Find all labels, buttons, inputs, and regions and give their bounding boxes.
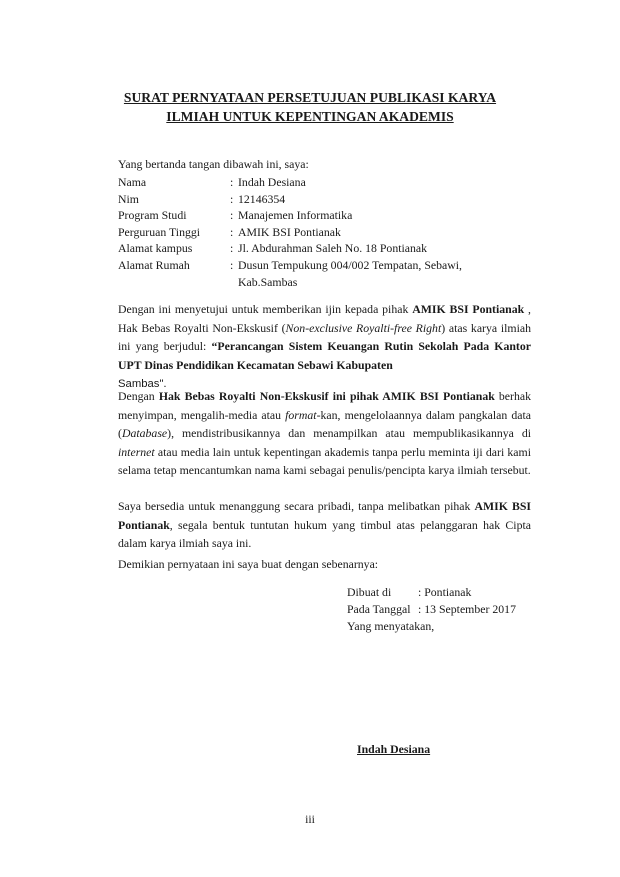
field-value: Manajemen Informatika (238, 208, 353, 223)
institution-name: AMIK BSI Pontianak (412, 302, 525, 316)
text-run: , Hak Bebas Royalti Non-Ekskusif ( (118, 302, 531, 335)
field-value-continued: Kab.Sambas (238, 274, 298, 289)
field-separator: : (230, 257, 234, 272)
signature-place-row (347, 584, 516, 601)
italic-term: Database (121, 426, 168, 441)
paragraph-closing: Demikian pernyataan ini saya buat dengan sebenarnya: (118, 557, 379, 571)
field-label: Alamat Rumah (118, 257, 190, 272)
place-value: : Pontianak (418, 585, 472, 599)
field-row-nama (118, 174, 538, 191)
text-run: . (163, 376, 167, 391)
page-number: iii (305, 812, 315, 826)
field-row-alamat-rumah-continued (118, 274, 538, 291)
signature-date-row (347, 601, 516, 618)
field-row-nim (118, 191, 538, 208)
field-label: Nama (118, 175, 147, 189)
rights-term: Hak Bebas Royalti Non-Ekskusif ini pihak AMIK BSI Pontianak (158, 389, 495, 403)
field-row-perguruan-tinggi (118, 224, 538, 241)
field-separator: : (230, 208, 234, 223)
text-run: berhak menyimpan, mengalih-media atau (118, 389, 532, 422)
intro-text: Yang bertanda tangan dibawah ini, saya: (118, 157, 309, 171)
field-label: Program Studi (118, 208, 187, 223)
closing-text: Yang menyatakan, (347, 619, 435, 633)
signatory-name: Indah Desiana (357, 742, 431, 756)
place-label: Dibuat di (347, 585, 392, 599)
text-run: Dengan (118, 389, 159, 403)
italic-term: internet (118, 444, 155, 459)
date-label: Pada Tanggal (347, 602, 411, 616)
field-label: Alamat kampus (118, 241, 193, 256)
field-row-alamat-kampus (118, 240, 538, 257)
text-run: Saya bersedia untuk menanggung secara pribadi, tanpa melibatkan pihak (118, 499, 475, 513)
signature-block (347, 584, 516, 635)
field-value: Dusun Tempukung 004/002 Tempatan, Sebawi, (238, 257, 462, 272)
field-separator: : (230, 191, 234, 206)
field-separator: : (230, 175, 234, 189)
field-value: AMIK BSI Pontianak (238, 224, 341, 239)
text-run: atau media lain untuk kepentingan akademis tanpa perlu meminta iji dari kami selama tetap mencantumkan nama kami sebagai penulis/pencipta karya ilmiah tersebut. (118, 444, 531, 478)
text-run: , segala bentuk tuntutan hukum yang timbul atas pelanggaran hak Cipta dalam karya ilmiah saya ini. (118, 517, 531, 551)
paragraph-liability (118, 497, 531, 553)
field-label: Perguruan Tinggi (118, 224, 201, 239)
text-run: -kan, mengelolaannya dalam pangkalan data ( (118, 407, 531, 441)
date-value: : 13 September 2017 (418, 602, 516, 616)
text-run: Dengan ini menyetujui untuk memberikan ijin kepada pihak (118, 302, 413, 316)
italic-term: format (285, 407, 317, 422)
title-line-1: SURAT PERNYATAAN PERSETUJUAN PUBLIKASI KARYA (123, 90, 497, 105)
thesis-title-end: Sambas" (118, 378, 164, 391)
field-row-program-studi (118, 207, 538, 224)
field-value: 12146354 (238, 191, 286, 206)
license-term: Non-exclusive Royalti-free Right (285, 320, 442, 335)
thesis-title: “Perancangan Sistem Keuangan Rutin Sekolah Pada Kantor UPT Dinas Pendidikan Kecamatan Sebawi Kabupaten (118, 339, 531, 372)
field-row-alamat-rumah (118, 257, 538, 274)
field-value: Jl. Abdurahman Saleh No. 18 Pontianak (238, 241, 428, 256)
identity-fields (118, 174, 538, 290)
text-run: ) atas karya ilmiah ini yang berjudul: (118, 320, 531, 354)
paragraph-consent (118, 300, 531, 394)
text-run: ), mendistribusikannya dan menampilkan atau mempublikasikannya di (167, 426, 531, 441)
field-separator: : (230, 224, 234, 239)
document-title (80, 88, 540, 126)
institution-name: AMIK BSI Pontianak (118, 499, 531, 532)
title-line-2: ILMIAH UNTUK KEPENTINGAN AKADEMIS (166, 109, 454, 124)
field-label: Nim (118, 191, 139, 206)
field-value: Indah Desiana (238, 175, 306, 189)
paragraph-rights (118, 387, 531, 480)
field-separator: : (230, 241, 234, 256)
